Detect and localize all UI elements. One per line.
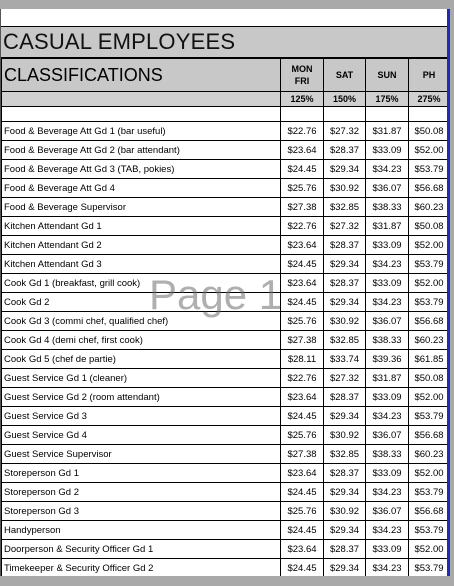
table-row	[2, 312, 450, 331]
ph-rate-cell: $53.79	[409, 160, 450, 179]
monfri-rate-cell: $23.64	[281, 540, 324, 559]
sun-rate-cell: $33.09	[366, 141, 409, 160]
table-row	[2, 331, 450, 350]
sat-rate-cell: $29.34	[324, 483, 366, 502]
sat-rate-cell: $30.92	[324, 502, 366, 521]
table-row	[2, 445, 450, 464]
ph-rate-cell: $53.79	[409, 293, 450, 312]
sat-rate-cell: $29.34	[324, 407, 366, 426]
table-row	[2, 141, 450, 160]
sheet-title: CASUAL EMPLOYEES	[1, 27, 447, 58]
sun-rate-cell: $36.07	[366, 502, 409, 521]
monfri-rate-cell: $23.64	[281, 141, 324, 160]
spacer-cell	[324, 107, 366, 122]
ph-rate-cell: $50.08	[409, 122, 450, 141]
classification-cell: Guest Service Gd 2 (room attendant)	[2, 388, 281, 407]
classification-cell: Doorperson & Security Officer Gd 1	[2, 540, 281, 559]
sat-rate-cell: $33.74	[324, 350, 366, 369]
table-row	[2, 540, 450, 559]
ph-rate-cell: $52.00	[409, 274, 450, 293]
blank-row	[1, 9, 447, 27]
sun-rate-cell: $34.23	[366, 293, 409, 312]
ph-rate-cell: $52.00	[409, 464, 450, 483]
sun-rate-cell: $31.87	[366, 217, 409, 236]
table-row	[2, 521, 450, 540]
page-watermark: Page 1	[149, 271, 283, 318]
sun-rate-cell: $36.07	[366, 312, 409, 331]
table-row	[2, 198, 450, 217]
sat-rate-cell: $29.34	[324, 559, 366, 577]
ph-rate-cell: $52.00	[409, 388, 450, 407]
sat-rate-cell: $27.32	[324, 217, 366, 236]
sat-rate-cell: $28.37	[324, 236, 366, 255]
mon-fri-header	[281, 59, 324, 92]
sat-rate-cell: $27.32	[324, 369, 366, 388]
sat-rate-cell: $30.92	[324, 179, 366, 198]
spacer-cell	[409, 107, 450, 122]
table-row	[2, 350, 450, 369]
monfri-rate-cell: $25.76	[281, 179, 324, 198]
classification-cell: Guest Service Supervisor	[2, 445, 281, 464]
classification-cell: Food & Beverage Att Gd 4	[2, 179, 281, 198]
table-row	[2, 179, 450, 198]
table-row	[2, 559, 450, 577]
header-row	[2, 59, 450, 92]
monfri-rate-cell: $23.64	[281, 274, 324, 293]
sun-rate-cell: $33.09	[366, 274, 409, 293]
ph-rate-cell: $56.68	[409, 426, 450, 445]
classification-cell: Handyperson	[2, 521, 281, 540]
sun-rate-cell: $31.87	[366, 369, 409, 388]
monfri-rate-cell: $25.76	[281, 426, 324, 445]
sat-rate-cell: $28.37	[324, 274, 366, 293]
spacer-cell	[281, 107, 324, 122]
classification-cell: Timekeeper & Security Officer Gd 2	[2, 559, 281, 577]
ph-rate-cell: $61.85	[409, 350, 450, 369]
classification-cell: Kitchen Attendant Gd 2	[2, 236, 281, 255]
classification-cell: Guest Service Gd 1 (cleaner)	[2, 369, 281, 388]
ph-rate-cell: $53.79	[409, 255, 450, 274]
table-row	[2, 407, 450, 426]
classification-cell: Food & Beverage Supervisor	[2, 198, 281, 217]
monfri-rate-cell: $24.45	[281, 521, 324, 540]
table-row	[2, 274, 450, 293]
sat-rate-cell: $27.32	[324, 122, 366, 141]
sun-rate-cell: $33.09	[366, 540, 409, 559]
classification-cell: Storeperson Gd 1	[2, 464, 281, 483]
spacer-cell	[2, 107, 281, 122]
ph-rate-cell: $52.00	[409, 141, 450, 160]
percentage-row	[2, 92, 450, 107]
sun-rate-cell: $39.36	[366, 350, 409, 369]
table-row	[2, 293, 450, 312]
sun-rate-cell: $33.09	[366, 464, 409, 483]
monfri-rate-cell: $22.76	[281, 369, 324, 388]
monfri-rate-cell: $24.45	[281, 407, 324, 426]
classification-cell: Cook Gd 4 (demi chef, first cook)	[2, 331, 281, 350]
monfri-rate-cell: $23.64	[281, 464, 324, 483]
monfri-rate-cell: $22.76	[281, 122, 324, 141]
sat-rate-cell: $32.85	[324, 198, 366, 217]
sun-rate-cell: $34.23	[366, 483, 409, 502]
mon-label: MON	[291, 64, 313, 74]
sun-rate-cell: $36.07	[366, 426, 409, 445]
ph-rate-cell: $50.08	[409, 369, 450, 388]
sun-rate-cell: $38.33	[366, 198, 409, 217]
monfri-rate-cell: $24.45	[281, 255, 324, 274]
ph-rate-cell: $50.08	[409, 217, 450, 236]
monfri-rate-cell: $27.38	[281, 445, 324, 464]
sun-rate-cell: $36.07	[366, 179, 409, 198]
sat-rate-cell: $28.37	[324, 464, 366, 483]
ph-rate-cell: $53.79	[409, 559, 450, 577]
sat-percent: 150%	[324, 92, 366, 107]
sun-rate-cell: $38.33	[366, 331, 409, 350]
monfri-rate-cell: $25.76	[281, 502, 324, 521]
ph-header: PH	[409, 59, 450, 92]
sun-rate-cell: $34.23	[366, 521, 409, 540]
classification-cell: Kitchen Attendant Gd 3	[2, 255, 281, 274]
ph-rate-cell: $60.23	[409, 198, 450, 217]
ph-rate-cell: $60.23	[409, 331, 450, 350]
table-row	[2, 160, 450, 179]
sun-header: SUN	[366, 59, 409, 92]
sat-rate-cell: $29.34	[324, 255, 366, 274]
monfri-rate-cell: $27.38	[281, 331, 324, 350]
spacer-row	[2, 107, 450, 122]
classification-cell: Kitchen Attendant Gd 1	[2, 217, 281, 236]
classification-cell: Guest Service Gd 4	[2, 426, 281, 445]
monfri-rate-cell: $23.64	[281, 388, 324, 407]
monfri-rate-cell: $24.45	[281, 293, 324, 312]
sat-header: SAT	[324, 59, 366, 92]
monfri-rate-cell: $24.45	[281, 160, 324, 179]
percentage-label-cell	[2, 92, 281, 107]
sat-rate-cell: $28.37	[324, 141, 366, 160]
sun-rate-cell: $34.23	[366, 160, 409, 179]
sun-rate-cell: $31.87	[366, 122, 409, 141]
rates-table	[1, 58, 450, 576]
table-row	[2, 483, 450, 502]
ph-rate-cell: $52.00	[409, 540, 450, 559]
classification-cell: Food & Beverage Att Gd 1 (bar useful)	[2, 122, 281, 141]
sun-rate-cell: $38.33	[366, 445, 409, 464]
classification-cell: Cook Gd 3 (commi chef, qualified chef)	[2, 312, 281, 331]
table-row	[2, 236, 450, 255]
table-row	[2, 426, 450, 445]
table-row	[2, 464, 450, 483]
classifications-header: CLASSIFICATIONS	[2, 59, 281, 92]
sat-rate-cell: $30.92	[324, 426, 366, 445]
sat-rate-cell: $29.34	[324, 293, 366, 312]
monfri-rate-cell: $25.76	[281, 312, 324, 331]
classification-cell: Cook Gd 1 (breakfast, grill cook)	[2, 274, 281, 293]
classification-cell: Storeperson Gd 2	[2, 483, 281, 502]
ph-rate-cell: $53.79	[409, 521, 450, 540]
ph-rate-cell: $52.00	[409, 236, 450, 255]
table-row	[2, 217, 450, 236]
table-row	[2, 388, 450, 407]
sun-rate-cell: $34.23	[366, 407, 409, 426]
table-row	[2, 255, 450, 274]
spreadsheet-sheet	[0, 9, 450, 576]
classification-cell: Cook Gd 2	[2, 293, 281, 312]
monfri-percent: 125%	[281, 92, 324, 107]
classification-cell: Storeperson Gd 3	[2, 502, 281, 521]
table-row	[2, 502, 450, 521]
fri-label: FRI	[294, 76, 310, 86]
table-row	[2, 122, 450, 141]
sat-rate-cell: $28.37	[324, 388, 366, 407]
monfri-rate-cell: $24.45	[281, 483, 324, 502]
sat-rate-cell: $28.37	[324, 540, 366, 559]
monfri-rate-cell: $23.64	[281, 236, 324, 255]
classification-cell: Guest Service Gd 3	[2, 407, 281, 426]
sun-percent: 175%	[366, 92, 409, 107]
sat-rate-cell: $32.85	[324, 445, 366, 464]
classification-cell: Cook Gd 5 (chef de partie)	[2, 350, 281, 369]
ph-percent: 275%	[409, 92, 450, 107]
sun-rate-cell: $33.09	[366, 388, 409, 407]
ph-rate-cell: $53.79	[409, 483, 450, 502]
ph-rate-cell: $60.23	[409, 445, 450, 464]
monfri-rate-cell: $22.76	[281, 217, 324, 236]
ph-rate-cell: $56.68	[409, 179, 450, 198]
monfri-rate-cell: $28.11	[281, 350, 324, 369]
table-row	[2, 369, 450, 388]
ph-rate-cell: $56.68	[409, 502, 450, 521]
sat-rate-cell: $30.92	[324, 312, 366, 331]
spacer-cell	[366, 107, 409, 122]
sat-rate-cell: $29.34	[324, 521, 366, 540]
sat-rate-cell: $32.85	[324, 331, 366, 350]
sun-rate-cell: $34.23	[366, 255, 409, 274]
sun-rate-cell: $34.23	[366, 559, 409, 577]
monfri-rate-cell: $24.45	[281, 559, 324, 577]
ph-rate-cell: $56.68	[409, 312, 450, 331]
classification-cell: Food & Beverage Att Gd 2 (bar attendant)	[2, 141, 281, 160]
classification-cell: Food & Beverage Att Gd 3 (TAB, pokies)	[2, 160, 281, 179]
sat-rate-cell: $29.34	[324, 160, 366, 179]
monfri-rate-cell: $27.38	[281, 198, 324, 217]
sun-rate-cell: $33.09	[366, 236, 409, 255]
ph-rate-cell: $53.79	[409, 407, 450, 426]
